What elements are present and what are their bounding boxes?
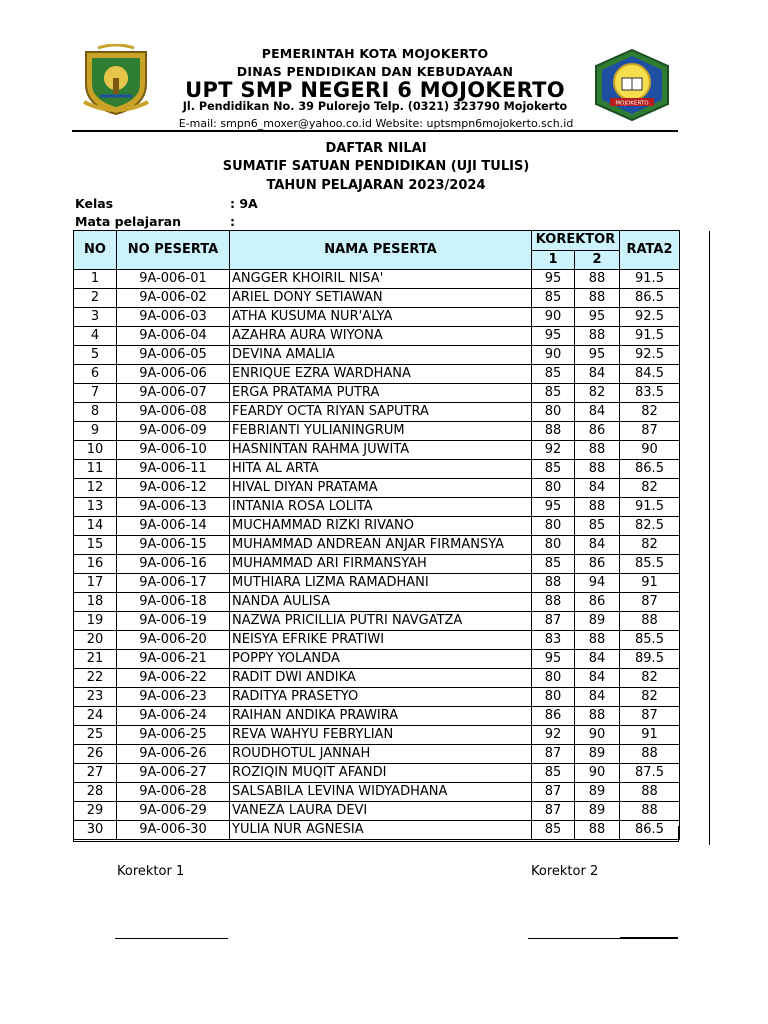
cell-nama-peserta: RADITYA PRASETYO [230, 688, 532, 707]
cell-no: 9 [74, 422, 117, 441]
cell-nama-peserta: ANGGER KHOIRIL NISA' [230, 270, 532, 289]
cell-korektor-1: 80 [532, 517, 575, 536]
cell-nama-peserta: HIVAL DIYAN PRATAMA [230, 479, 532, 498]
cell-rata2: 91 [620, 726, 680, 745]
cell-korektor-1: 95 [532, 327, 575, 346]
cell-rata2: 83.5 [620, 384, 680, 403]
document-subtitle: SUMATIF SATUAN PENDIDIKAN (UJI TULIS) [222, 159, 530, 174]
signature-label-korektor-1: Korektor 1 [117, 864, 185, 879]
cell-korektor-1: 83 [532, 631, 575, 650]
signature-line-2-mark [620, 937, 678, 939]
table-row [74, 270, 680, 289]
cell-nama-peserta: SALSABILA LEVINA WIDYADHANA [230, 783, 532, 802]
cell-korektor-1: 80 [532, 479, 575, 498]
cell-no: 11 [74, 460, 117, 479]
header-korektor-1: 1 [532, 250, 575, 270]
cell-no-peserta: 9A-006-12 [117, 479, 230, 498]
cell-rata2: 82 [620, 479, 680, 498]
cell-korektor-2: 89 [575, 783, 620, 802]
table-row [74, 384, 680, 403]
table-row [74, 593, 680, 612]
cell-nama-peserta: ERGA PRATAMA PUTRA [230, 384, 532, 403]
cell-no: 23 [74, 688, 117, 707]
cell-korektor-2: 84 [575, 650, 620, 669]
document-title: DAFTAR NILAI [325, 141, 427, 156]
cell-no-peserta: 9A-006-20 [117, 631, 230, 650]
cell-nama-peserta: MUCHAMMAD RIZKI RIVANO [230, 517, 532, 536]
cell-korektor-2: 88 [575, 631, 620, 650]
cell-nama-peserta: ENRIQUE EZRA WARDHANA [230, 365, 532, 384]
cell-korektor-2: 90 [575, 726, 620, 745]
cell-no-peserta: 9A-006-26 [117, 745, 230, 764]
cell-korektor-1: 88 [532, 422, 575, 441]
cell-korektor-1: 87 [532, 612, 575, 631]
table-bottom-padding [73, 826, 679, 842]
cell-nama-peserta: FEBRIANTI YULIANINGRUM [230, 422, 532, 441]
cell-nama-peserta: FEARDY OCTA RIYAN SAPUTRA [230, 403, 532, 422]
cell-rata2: 84.5 [620, 365, 680, 384]
table-row [74, 783, 680, 802]
cell-nama-peserta: POPPY YOLANDA [230, 650, 532, 669]
cell-korektor-2: 82 [575, 384, 620, 403]
cell-no-peserta: 9A-006-13 [117, 498, 230, 517]
cell-korektor-2: 84 [575, 688, 620, 707]
cell-korektor-1: 90 [532, 308, 575, 327]
cell-korektor-2: 86 [575, 422, 620, 441]
cell-no: 24 [74, 707, 117, 726]
cell-rata2: 88 [620, 745, 680, 764]
table-row [74, 289, 680, 308]
letterhead [0, 0, 768, 136]
cell-rata2: 90 [620, 441, 680, 460]
cell-nama-peserta: HASNINTAN RAHMA JUWITA [230, 441, 532, 460]
cell-no: 18 [74, 593, 117, 612]
cell-korektor-2: 84 [575, 365, 620, 384]
cell-no-peserta: 9A-006-27 [117, 764, 230, 783]
cell-korektor-2: 89 [575, 745, 620, 764]
school-name: UPT SMP NEGERI 6 MOJOKERTO [185, 78, 565, 102]
cell-rata2: 89.5 [620, 650, 680, 669]
header-korektor-2: 2 [575, 250, 620, 270]
cell-no: 19 [74, 612, 117, 631]
cell-rata2: 86.5 [620, 460, 680, 479]
cell-nama-peserta: MUHAMMAD ANDREAN ANJAR FIRMANSYA [230, 536, 532, 555]
table-row [74, 574, 680, 593]
signature-line-1 [115, 938, 228, 939]
cell-korektor-2: 88 [575, 441, 620, 460]
cell-no-peserta: 9A-006-24 [117, 707, 230, 726]
table-row [74, 688, 680, 707]
cell-nama-peserta: RAIHAN ANDIKA PRAWIRA [230, 707, 532, 726]
cell-no: 15 [74, 536, 117, 555]
cell-rata2: 82 [620, 669, 680, 688]
cell-no-peserta: 9A-006-19 [117, 612, 230, 631]
cell-korektor-2: 84 [575, 536, 620, 555]
header-no: NO [74, 231, 117, 270]
cell-rata2: 82 [620, 536, 680, 555]
cell-nama-peserta: ARIEL DONY SETIAWAN [230, 289, 532, 308]
cell-korektor-1: 80 [532, 688, 575, 707]
department-name: DINAS PENDIDIKAN DAN KEBUDAYAAN [236, 64, 514, 79]
table-row [74, 536, 680, 555]
cell-korektor-2: 94 [575, 574, 620, 593]
cell-korektor-2: 86 [575, 593, 620, 612]
cell-nama-peserta: NANDA AULISA [230, 593, 532, 612]
cell-korektor-1: 88 [532, 574, 575, 593]
cell-korektor-1: 87 [532, 745, 575, 764]
cell-no: 5 [74, 346, 117, 365]
cell-no: 28 [74, 783, 117, 802]
table-row [74, 479, 680, 498]
table-row [74, 346, 680, 365]
grades-body [74, 270, 680, 840]
cell-korektor-2: 88 [575, 327, 620, 346]
cell-no-peserta: 9A-006-03 [117, 308, 230, 327]
cell-no-peserta: 9A-006-11 [117, 460, 230, 479]
cell-korektor-1: 95 [532, 650, 575, 669]
academic-year: TAHUN PELAJARAN 2023/2024 [266, 178, 486, 193]
cell-rata2: 87 [620, 593, 680, 612]
cell-no-peserta: 9A-006-08 [117, 403, 230, 422]
cell-nama-peserta: MUHAMMAD ARI FIRMANSYAH [230, 555, 532, 574]
cell-rata2: 92.5 [620, 346, 680, 365]
cell-no-peserta: 9A-006-10 [117, 441, 230, 460]
table-row [74, 308, 680, 327]
table-row [74, 517, 680, 536]
cell-korektor-1: 85 [532, 289, 575, 308]
grades-table [73, 230, 680, 840]
table-row [74, 631, 680, 650]
table-row [74, 327, 680, 346]
table-row [74, 707, 680, 726]
cell-nama-peserta: INTANIA ROSA LOLITA [230, 498, 532, 517]
subject-label: Mata pelajaran [75, 214, 181, 229]
class-value: : 9A [230, 196, 258, 211]
cell-no: 10 [74, 441, 117, 460]
cell-rata2: 85.5 [620, 631, 680, 650]
cell-rata2: 87.5 [620, 764, 680, 783]
table-row [74, 365, 680, 384]
cell-korektor-2: 95 [575, 346, 620, 365]
cell-no: 14 [74, 517, 117, 536]
header-korektor: KOREKTOR [532, 231, 620, 251]
cell-no-peserta: 9A-006-01 [117, 270, 230, 289]
cell-korektor-1: 80 [532, 403, 575, 422]
cell-korektor-1: 92 [532, 726, 575, 745]
class-label: Kelas [75, 196, 114, 211]
cell-nama-peserta: NAZWA PRICILLIA PUTRI NAVGATZA [230, 612, 532, 631]
cell-nama-peserta: ROUDHOTUL JANNAH [230, 745, 532, 764]
cell-nama-peserta: MUTHIARA LIZMA RAMADHANI [230, 574, 532, 593]
cell-no: 25 [74, 726, 117, 745]
cell-no-peserta: 9A-006-21 [117, 650, 230, 669]
cell-korektor-1: 85 [532, 365, 575, 384]
cell-nama-peserta: ROZIQIN MUQIT AFANDI [230, 764, 532, 783]
cell-no-peserta: 9A-006-06 [117, 365, 230, 384]
cell-no-peserta: 9A-006-04 [117, 327, 230, 346]
cell-korektor-2: 84 [575, 403, 620, 422]
cell-nama-peserta: VANEZA LAURA DEVI [230, 802, 532, 821]
cell-nama-peserta: RADIT DWI ANDIKA [230, 669, 532, 688]
table-row [74, 802, 680, 821]
school-address: Jl. Pendidikan No. 39 Pulorejo Telp. (0321) 323790 Mojokerto [182, 100, 568, 113]
header-rata2: RATA2 [620, 231, 680, 270]
table-row [74, 745, 680, 764]
cell-nama-peserta: REVA WAHYU FEBRYLIAN [230, 726, 532, 745]
cell-no: 8 [74, 403, 117, 422]
cell-rata2: 91.5 [620, 498, 680, 517]
cell-rata2: 86.5 [620, 821, 680, 840]
cell-korektor-2: 88 [575, 460, 620, 479]
cell-korektor-2: 88 [575, 289, 620, 308]
cell-nama-peserta: NEISYA EFRIKE PRATIWI [230, 631, 532, 650]
cell-no-peserta: 9A-006-22 [117, 669, 230, 688]
cell-korektor-1: 85 [532, 384, 575, 403]
cell-korektor-1: 85 [532, 555, 575, 574]
subject-value: : [230, 214, 235, 229]
table-row [74, 441, 680, 460]
cell-no: 4 [74, 327, 117, 346]
table-row [74, 764, 680, 783]
cell-no: 29 [74, 802, 117, 821]
cell-korektor-1: 87 [532, 802, 575, 821]
cell-no: 2 [74, 289, 117, 308]
cell-korektor-2: 85 [575, 517, 620, 536]
cell-no-peserta: 9A-006-15 [117, 536, 230, 555]
cell-no-peserta: 9A-006-29 [117, 802, 230, 821]
cell-no-peserta: 9A-006-05 [117, 346, 230, 365]
cell-korektor-1: 85 [532, 764, 575, 783]
cell-no: 20 [74, 631, 117, 650]
cell-no: 6 [74, 365, 117, 384]
cell-no-peserta: 9A-006-30 [117, 821, 230, 840]
cell-korektor-2: 88 [575, 821, 620, 840]
cell-korektor-1: 80 [532, 669, 575, 688]
cell-no: 26 [74, 745, 117, 764]
cell-rata2: 92.5 [620, 308, 680, 327]
cell-nama-peserta: ATHA KUSUMA NUR'ALYA [230, 308, 532, 327]
table-row [74, 422, 680, 441]
cell-korektor-1: 95 [532, 270, 575, 289]
cell-korektor-2: 95 [575, 308, 620, 327]
cell-no: 16 [74, 555, 117, 574]
cell-no: 7 [74, 384, 117, 403]
cell-no: 12 [74, 479, 117, 498]
cell-no: 22 [74, 669, 117, 688]
city-crest-icon [80, 44, 152, 116]
cell-no: 21 [74, 650, 117, 669]
table-row [74, 460, 680, 479]
cell-rata2: 86.5 [620, 289, 680, 308]
cell-no-peserta: 9A-006-23 [117, 688, 230, 707]
cell-korektor-1: 87 [532, 783, 575, 802]
government-name: PEMERINTAH KOTA MOJOKERTO [261, 46, 489, 61]
cell-korektor-1: 92 [532, 441, 575, 460]
cell-korektor-2: 89 [575, 612, 620, 631]
cell-nama-peserta: DEVINA AMALIA [230, 346, 532, 365]
cell-korektor-1: 85 [532, 821, 575, 840]
table-row [74, 555, 680, 574]
cell-korektor-2: 90 [575, 764, 620, 783]
cell-no: 17 [74, 574, 117, 593]
cell-no-peserta: 9A-006-25 [117, 726, 230, 745]
cell-no-peserta: 9A-006-17 [117, 574, 230, 593]
cell-korektor-2: 84 [575, 479, 620, 498]
cell-no-peserta: 9A-006-09 [117, 422, 230, 441]
cell-no-peserta: 9A-006-18 [117, 593, 230, 612]
cell-rata2: 88 [620, 612, 680, 631]
cell-rata2: 85.5 [620, 555, 680, 574]
header-nama-peserta: NAMA PESERTA [230, 231, 532, 270]
letterhead-divider [72, 130, 678, 132]
cell-no: 3 [74, 308, 117, 327]
table-row [74, 403, 680, 422]
cell-korektor-1: 95 [532, 498, 575, 517]
cell-nama-peserta: AZAHRA AURA WIYONA [230, 327, 532, 346]
cell-no: 27 [74, 764, 117, 783]
cell-korektor-2: 84 [575, 669, 620, 688]
cell-korektor-1: 85 [532, 460, 575, 479]
cell-korektor-2: 88 [575, 498, 620, 517]
cell-rata2: 82 [620, 403, 680, 422]
cell-rata2: 88 [620, 783, 680, 802]
cell-korektor-1: 90 [532, 346, 575, 365]
table-row [74, 498, 680, 517]
table-row [74, 726, 680, 745]
cell-no: 30 [74, 821, 117, 840]
cell-rata2: 91.5 [620, 327, 680, 346]
cell-no-peserta: 9A-006-14 [117, 517, 230, 536]
cell-rata2: 87 [620, 707, 680, 726]
cell-rata2: 91.5 [620, 270, 680, 289]
cell-no: 1 [74, 270, 117, 289]
cell-korektor-2: 88 [575, 270, 620, 289]
cell-korektor-1: 80 [532, 536, 575, 555]
emblem-text: MOJOKERTO [615, 100, 649, 107]
school-contact: E-mail: smpn6_moxer@yahoo.co.id Website: uptsmpn6mojokerto.sch.id [178, 117, 574, 130]
cell-no-peserta: 9A-006-28 [117, 783, 230, 802]
table-row [74, 612, 680, 631]
cell-rata2: 88 [620, 802, 680, 821]
cell-rata2: 82 [620, 688, 680, 707]
cell-no-peserta: 9A-006-16 [117, 555, 230, 574]
table-row [74, 650, 680, 669]
page-side-rule [709, 231, 710, 845]
school-emblem-icon [592, 48, 672, 122]
cell-korektor-2: 86 [575, 555, 620, 574]
cell-rata2: 82.5 [620, 517, 680, 536]
cell-no-peserta: 9A-006-02 [117, 289, 230, 308]
cell-no-peserta: 9A-006-07 [117, 384, 230, 403]
cell-korektor-1: 86 [532, 707, 575, 726]
cell-no: 13 [74, 498, 117, 517]
cell-korektor-1: 88 [532, 593, 575, 612]
cell-korektor-2: 89 [575, 802, 620, 821]
header-no-peserta: NO PESERTA [117, 231, 230, 270]
signature-label-korektor-2: Korektor 2 [531, 864, 599, 879]
table-row [74, 669, 680, 688]
cell-nama-peserta: YULIA NUR AGNESIA [230, 821, 532, 840]
cell-rata2: 91 [620, 574, 680, 593]
cell-nama-peserta: HITA AL ARTA [230, 460, 532, 479]
cell-rata2: 87 [620, 422, 680, 441]
cell-korektor-2: 88 [575, 707, 620, 726]
